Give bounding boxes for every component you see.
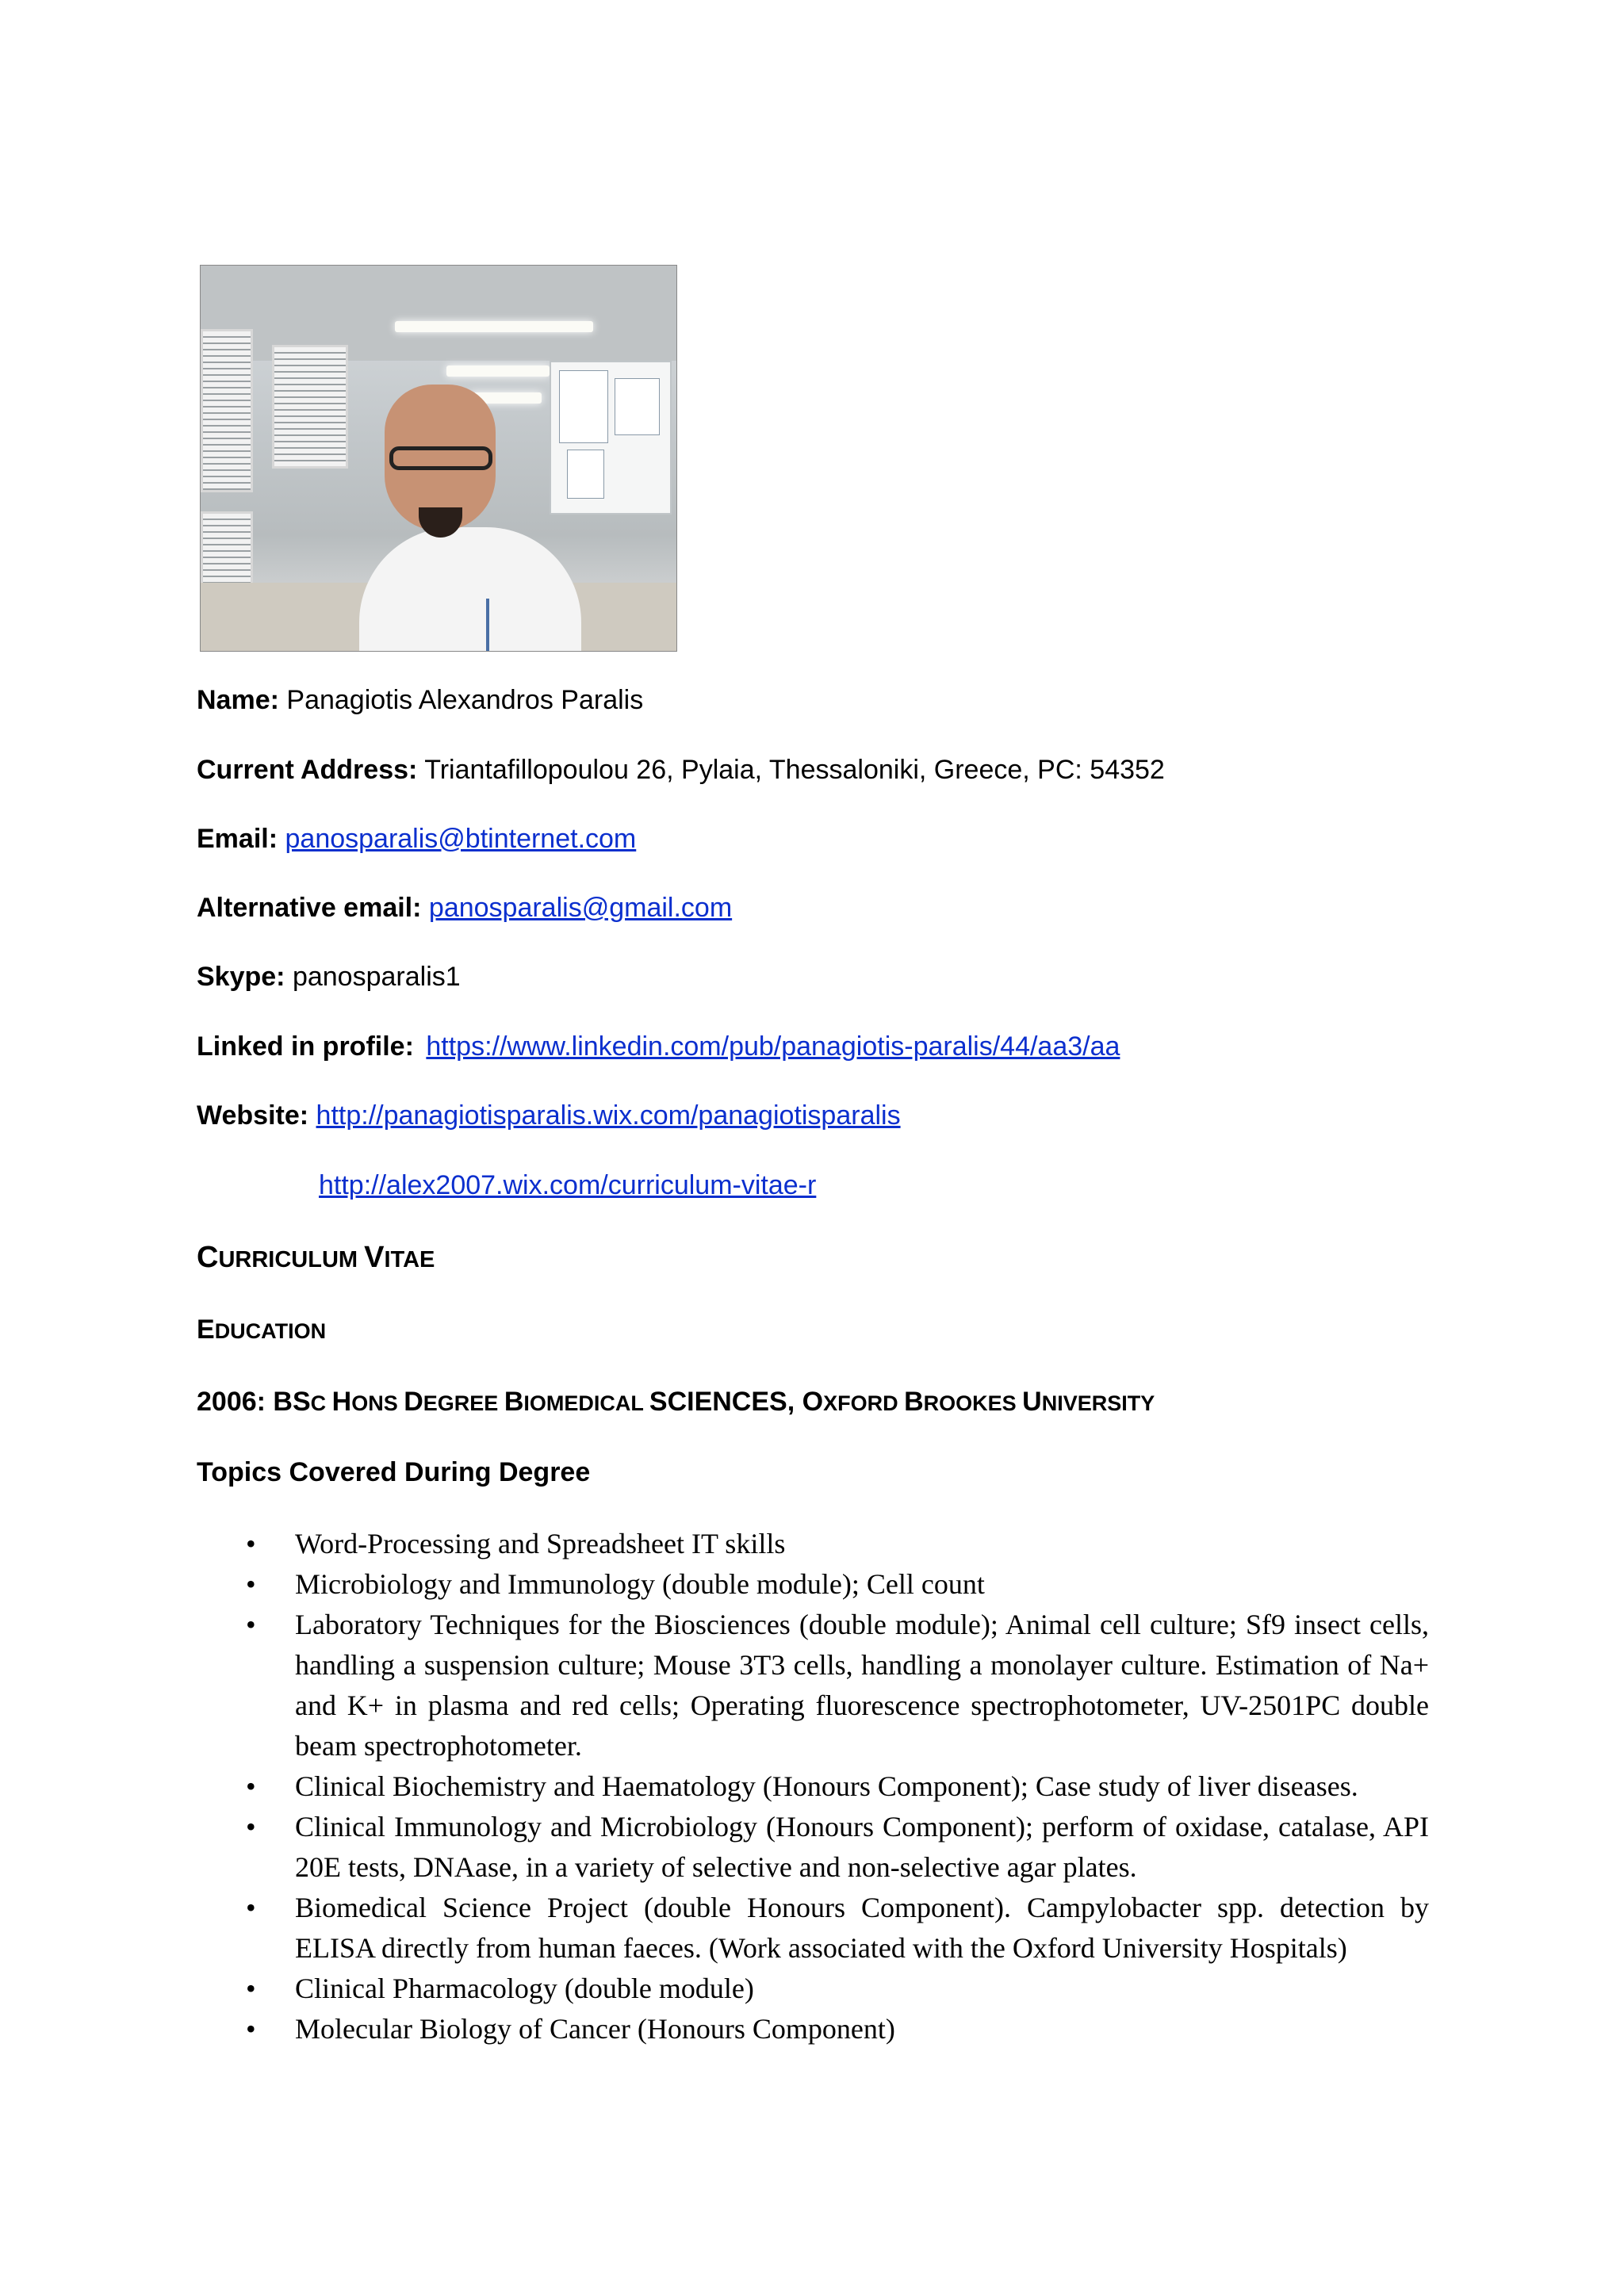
list-item: • Clinical Biochemistry and Haematology (Honours Component); Case study of liver diseases. [246, 1766, 1429, 1807]
person-lab-coat [359, 527, 581, 652]
skype-value: panosparalis1 [292, 962, 461, 992]
window-blind [272, 345, 348, 469]
bullet-icon: • [246, 1973, 256, 2004]
linkedin-line [197, 1031, 1120, 1062]
lanyard [486, 599, 489, 652]
list-item: • Microbiology and Immunology (double module); Cell count [246, 1564, 1429, 1605]
skype-line [197, 962, 461, 993]
list-item: • Laboratory Techniques for the Biosciences (double module); Animal cell culture; Sf9 insect cells, handling a suspension culture; Mouse 3T3 cells, handling a monolayer culture. Estimation of Na+ and K+ in plasma and red cells; Operating fluorescence spectrophotometer, UV-2501PC double beam spectrophotometer. [246, 1605, 1429, 1766]
degree-heading: 2006: BSC HONS DEGREE BIOMEDICAL SCIENCES, OXFORD BROOKES UNIVERSITY [197, 1387, 1155, 1417]
name-value: Panagiotis Alexandros Paralis [286, 685, 644, 715]
name-line [197, 685, 643, 716]
education-heading: EDUCATION [197, 1314, 327, 1345]
notice-board [550, 361, 672, 515]
address-value: Triantafillopoulou 26, Pylaia, Thessaloniki, Greece, PC: 54352 [424, 755, 1165, 785]
skype-label: Skype: [197, 962, 285, 992]
list-item: • Molecular Biology of Cancer (Honours Component) [246, 2009, 1429, 2049]
glasses [389, 446, 492, 470]
list-item: • Clinical Pharmacology (double module) [246, 1969, 1429, 2009]
topics-list [246, 1524, 1429, 2049]
website-label: Website: [197, 1100, 309, 1131]
ceiling-light [395, 321, 593, 332]
list-item: • Word-Processing and Spreadsheet IT skills [246, 1524, 1429, 1564]
list-item: • Biomedical Science Project (double Honours Component). Campylobacter spp. detection by ELISA directly from human faeces. (Work associated with the Oxford University Hospitals) [246, 1888, 1429, 1969]
address-label: Current Address: [197, 755, 418, 785]
poster [559, 370, 608, 443]
bullet-icon: • [246, 2013, 256, 2045]
curriculum-vitae-heading: CURRICULUM VITAE [197, 1241, 435, 1274]
bullet-icon: • [246, 1528, 256, 1559]
address-line [197, 755, 1165, 786]
alt-email-label: Alternative email: [197, 893, 422, 923]
alt-email-line [197, 893, 732, 924]
website-link-1[interactable]: http://panagiotisparalis.wix.com/panagiotisparalis [316, 1100, 901, 1131]
bullet-icon: • [246, 1609, 256, 1640]
bullet-icon: • [246, 1811, 256, 1843]
list-item: • Clinical Immunology and Microbiology (Honours Component); perform of oxidase, catalase, API 20E tests, DNAase, in a variety of selective and non-selective agar plates. [246, 1807, 1429, 1888]
email-line [197, 824, 636, 855]
profile-photo [200, 265, 677, 652]
window-blind [201, 329, 253, 492]
website-link-2[interactable]: http://alex2007.wix.com/curriculum-vitae-r [319, 1170, 817, 1200]
poster [567, 450, 604, 499]
ceiling-light [446, 365, 550, 377]
linkedin-label: Linked in profile: [197, 1031, 414, 1062]
website-line [197, 1100, 901, 1131]
linkedin-link[interactable]: https://www.linkedin.com/pub/panagiotis-paralis/44/aa3/aa [426, 1031, 1120, 1062]
name-label: Name: [197, 685, 279, 715]
bullet-icon: • [246, 1892, 256, 1923]
email-label: Email: [197, 824, 278, 854]
topics-heading: Topics Covered During Degree [197, 1457, 591, 1487]
bullet-icon: • [246, 1568, 256, 1600]
poster [615, 378, 660, 435]
email-link[interactable]: panosparalis@btinternet.com [285, 824, 637, 854]
website-line-2 [319, 1170, 816, 1201]
alt-email-link[interactable]: panosparalis@gmail.com [428, 893, 733, 923]
bullet-icon: • [246, 1770, 256, 1802]
